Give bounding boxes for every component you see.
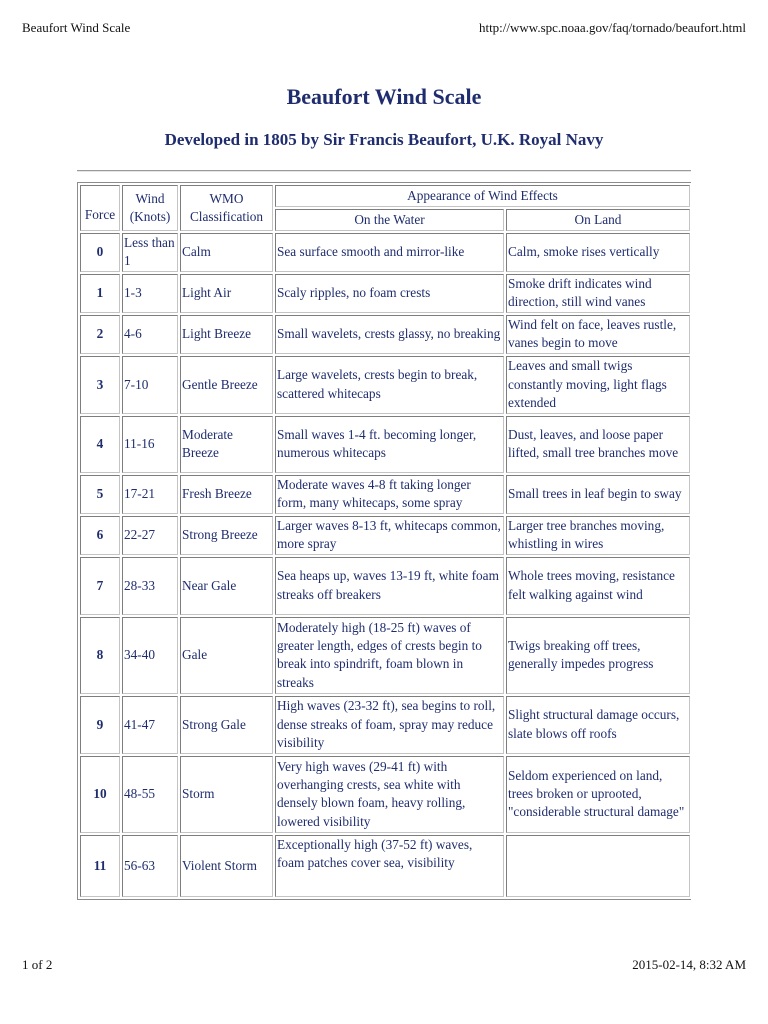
- land-effect-cell: [506, 835, 690, 897]
- horizontal-rule: [77, 170, 691, 172]
- water-effect-cell: Sea surface smooth and mirror-like: [275, 233, 504, 272]
- water-effect-cell: Small wavelets, crests glassy, no breaking: [275, 315, 504, 354]
- table-row: [80, 696, 690, 754]
- table-row: [80, 356, 690, 414]
- header-wmo: [180, 185, 273, 231]
- wmo-class-cell: Strong Breeze: [180, 516, 273, 555]
- wind-speed-cell: 56-63: [122, 835, 178, 897]
- wmo-class-cell: Light Breeze: [180, 315, 273, 354]
- water-effect-cell: Larger waves 8-13 ft, whitecaps common, more spray: [275, 516, 504, 555]
- wmo-class-cell: Moderate Breeze: [180, 416, 273, 473]
- wind-speed-cell: 41-47: [122, 696, 178, 754]
- table-row: [80, 315, 690, 354]
- force-cell: 1: [80, 274, 120, 313]
- force-cell: 10: [80, 756, 120, 833]
- water-effect-cell: Exceptionally high (37-52 ft) waves, foam patches cover sea, visibility: [275, 835, 504, 897]
- table-row: [80, 617, 690, 694]
- page-title: Beaufort Wind Scale: [286, 84, 482, 109]
- wind-speed-cell: 7-10: [122, 356, 178, 414]
- land-effect-cell: Small trees in leaf begin to sway: [506, 475, 690, 514]
- print-timestamp: 2015-02-14, 8:32 AM: [632, 957, 746, 972]
- force-cell: 8: [80, 617, 120, 694]
- print-footer: [22, 957, 746, 975]
- beaufort-table: [77, 182, 691, 900]
- wind-speed-cell: 28-33: [122, 557, 178, 615]
- water-effect-cell: Very high waves (29-41 ft) with overhanging crests, sea white with densely blown foam, heavy rolling, lowered visibility: [275, 756, 504, 833]
- wmo-class-cell: Gale: [180, 617, 273, 694]
- table-row: [80, 557, 690, 615]
- force-cell: 3: [80, 356, 120, 414]
- land-effect-cell: Twigs breaking off trees, generally impedes progress: [506, 617, 690, 694]
- header-on-land: On Land: [506, 209, 690, 231]
- land-effect-cell: Slight structural damage occurs, slate blows off roofs: [506, 696, 690, 754]
- wmo-class-cell: Violent Storm: [180, 835, 273, 897]
- force-cell: 7: [80, 557, 120, 615]
- force-cell: 6: [80, 516, 120, 555]
- wind-speed-cell: Less than 1: [122, 233, 178, 272]
- table-row: [80, 475, 690, 514]
- header-force: Force: [80, 185, 120, 231]
- land-effect-cell: Calm, smoke rises vertically: [506, 233, 690, 272]
- table-row: [80, 274, 690, 313]
- water-effect-cell: Scaly ripples, no foam crests: [275, 274, 504, 313]
- wind-speed-cell: 34-40: [122, 617, 178, 694]
- water-effect-cell: Large wavelets, crests begin to break, scattered whitecaps: [275, 356, 504, 414]
- header-appearance: Appearance of Wind Effects: [275, 185, 690, 207]
- header-wind-units: (Knots): [129, 209, 171, 224]
- force-cell: 11: [80, 835, 120, 897]
- wind-speed-cell: 4-6: [122, 315, 178, 354]
- land-effect-cell: Whole trees moving, resistance felt walking against wind: [506, 557, 690, 615]
- header-wind-label: Wind: [135, 190, 165, 206]
- table-row: [80, 416, 690, 473]
- header-classification-label: Classification: [189, 209, 264, 224]
- force-cell: 9: [80, 696, 120, 754]
- force-cell: 5: [80, 475, 120, 514]
- table-row: [80, 835, 690, 897]
- wmo-class-cell: Strong Gale: [180, 696, 273, 754]
- land-effect-cell: Wind felt on face, leaves rustle, vanes begin to move: [506, 315, 690, 354]
- wind-speed-cell: 1-3: [122, 274, 178, 313]
- land-effect-cell: Leaves and small twigs constantly moving, light flags extended: [506, 356, 690, 414]
- water-effect-cell: Moderately high (18-25 ft) waves of greater length, edges of crests begin to break into spindrift, foam blown in streaks: [275, 617, 504, 694]
- print-header: [22, 20, 746, 38]
- print-header-title: Beaufort Wind Scale: [22, 20, 131, 35]
- wind-speed-cell: 17-21: [122, 475, 178, 514]
- page-count: 1 of 2: [22, 957, 53, 972]
- wmo-class-cell: Near Gale: [180, 557, 273, 615]
- table-container: [77, 182, 691, 922]
- water-effect-cell: Sea heaps up, waves 13-19 ft, white foam streaks off breakers: [275, 557, 504, 615]
- table-row: [80, 516, 690, 555]
- table-row: [80, 756, 690, 833]
- land-effect-cell: Smoke drift indicates wind direction, still wind vanes: [506, 274, 690, 313]
- wmo-class-cell: Fresh Breeze: [180, 475, 273, 514]
- wmo-class-cell: Gentle Breeze: [180, 356, 273, 414]
- water-effect-cell: Small waves 1-4 ft. becoming longer, numerous whitecaps: [275, 416, 504, 473]
- header-wind: [122, 185, 178, 231]
- header-wmo-label: WMO: [209, 190, 244, 206]
- wind-speed-cell: 48-55: [122, 756, 178, 833]
- land-effect-cell: Dust, leaves, and loose paper lifted, small tree branches move: [506, 416, 690, 473]
- land-effect-cell: Seldom experienced on land, trees broken or uprooted, "considerable structural damage": [506, 756, 690, 833]
- water-effect-cell: Moderate waves 4-8 ft taking longer form, many whitecaps, some spray: [275, 475, 504, 514]
- force-cell: 4: [80, 416, 120, 473]
- table-row: [80, 233, 690, 272]
- wind-speed-cell: 11-16: [122, 416, 178, 473]
- force-cell: 2: [80, 315, 120, 354]
- wmo-class-cell: Calm: [180, 233, 273, 272]
- wmo-class-cell: Light Air: [180, 274, 273, 313]
- wind-speed-cell: 22-27: [122, 516, 178, 555]
- land-effect-cell: Larger tree branches moving, whistling in wires: [506, 516, 690, 555]
- water-effect-cell: High waves (23-32 ft), sea begins to roll, dense streaks of foam, spray may reduce visibility: [275, 696, 504, 754]
- force-cell: 0: [80, 233, 120, 272]
- print-header-url: http://www.spc.noaa.gov/faq/tornado/beaufort.html: [478, 20, 746, 35]
- page-subtitle: Developed in 1805 by Sir Francis Beaufort, U.K. Royal Navy: [164, 130, 604, 149]
- wmo-class-cell: Storm: [180, 756, 273, 833]
- header-on-water: On the Water: [275, 209, 504, 231]
